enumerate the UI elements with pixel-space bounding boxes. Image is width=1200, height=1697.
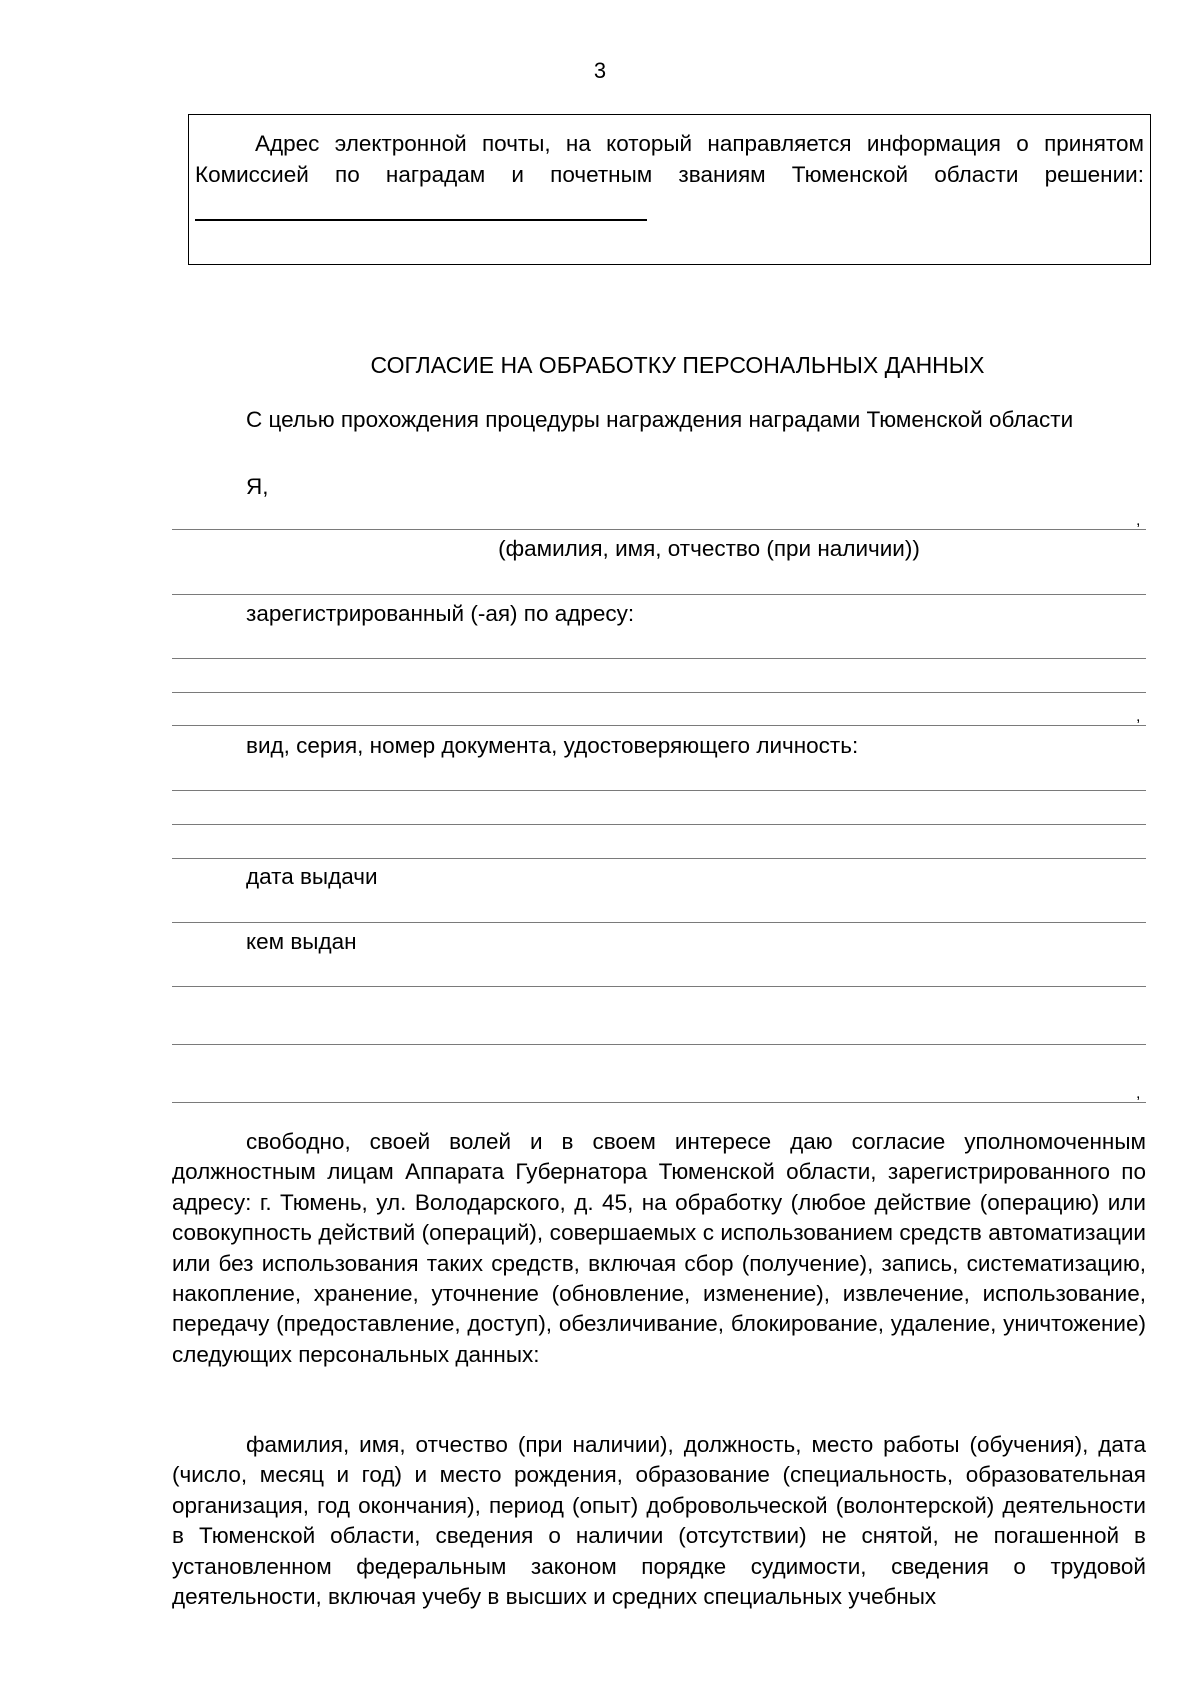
email-box-text xyxy=(195,128,1144,221)
issue-date-label: дата выдачи xyxy=(246,864,378,889)
issue-date-line[interactable] xyxy=(172,922,1146,923)
email-input-line[interactable] xyxy=(195,197,647,221)
consent-title: СОГЛАСИЕ НА ОБРАБОТКУ ПЕРСОНАЛЬНЫХ ДАННЫХ xyxy=(370,352,985,378)
comma-address: , xyxy=(1136,708,1141,725)
i-label: Я, xyxy=(246,474,269,499)
document-line-1[interactable] xyxy=(172,790,1146,791)
issued-by-line-2[interactable] xyxy=(172,1044,1146,1045)
address-line-2[interactable] xyxy=(172,692,1146,693)
document-line-3[interactable] xyxy=(172,858,1146,859)
fio-extra-line[interactable] xyxy=(172,594,1146,595)
data-list-paragraph xyxy=(172,1430,1146,1612)
comma-fio: , xyxy=(1136,512,1141,529)
data-list-paragraph-text: фамилия, имя, отчество (при наличии), должность, место работы (обучения), дата (число, месяц и год) и место рождения, образование (специальность, образовательная организация, год окончания), период (опыт) добровольческой (волонтерской) деятельности в Тюменской области, сведения о наличии (отсутствии) не снятой, не погашенной в установленном федеральным законом порядке судимости, сведения о трудовой деятельности, включая учебу в высших и средних специальных учебных xyxy=(172,1432,1146,1610)
purpose-paragraph xyxy=(172,405,1146,435)
document-label: вид, серия, номер документа, удостоверяющего личность: xyxy=(246,733,859,758)
email-box-label: Адрес электронной почты, на который направляется информация о принятом Комиссией по наградам и почетным званиям Тюменской области решении: xyxy=(195,131,1144,187)
fio-caption: (фамилия, имя, отчество (при наличии)) xyxy=(498,536,920,561)
address-line-3[interactable] xyxy=(172,725,1146,726)
issued-by-line-1[interactable] xyxy=(172,986,1146,987)
purpose-text: С целью прохождения процедуры награждения наградами Тюменской области xyxy=(246,407,1074,432)
page-number: 3 xyxy=(593,58,607,83)
comma-issued-by: , xyxy=(1136,1085,1141,1102)
registered-label: зарегистрированный (-ая) по адресу: xyxy=(246,601,635,626)
issued-by-line-3[interactable] xyxy=(172,1102,1146,1103)
consent-paragraph-text: свободно, своей волей и в своем интересе даю согласие уполномоченным должностным лицам Аппарата Губернатора Тюменской области, зарегистрированного по адресу: г. Тюмень, ул. Володарского, д. 45, на обработку (любое действие (операцию) или совокупность действий (операций), совершаемых с использованием средств автоматизации или без использования таких средств, включая сбор (получение), запись, систематизацию, накопление, хранение, уточнение (обновление, изменение), извлечение, использование, передачу (предоставление, доступ), обезличивание, блокирование, удаление, уничтожение) следующих персональных данных: xyxy=(172,1129,1146,1367)
email-info-box xyxy=(188,114,1151,265)
fio-input-line[interactable] xyxy=(172,529,1146,530)
consent-paragraph xyxy=(172,1127,1146,1370)
document-line-2[interactable] xyxy=(172,824,1146,825)
address-line-1[interactable] xyxy=(172,658,1146,659)
issued-by-label: кем выдан xyxy=(246,929,357,954)
